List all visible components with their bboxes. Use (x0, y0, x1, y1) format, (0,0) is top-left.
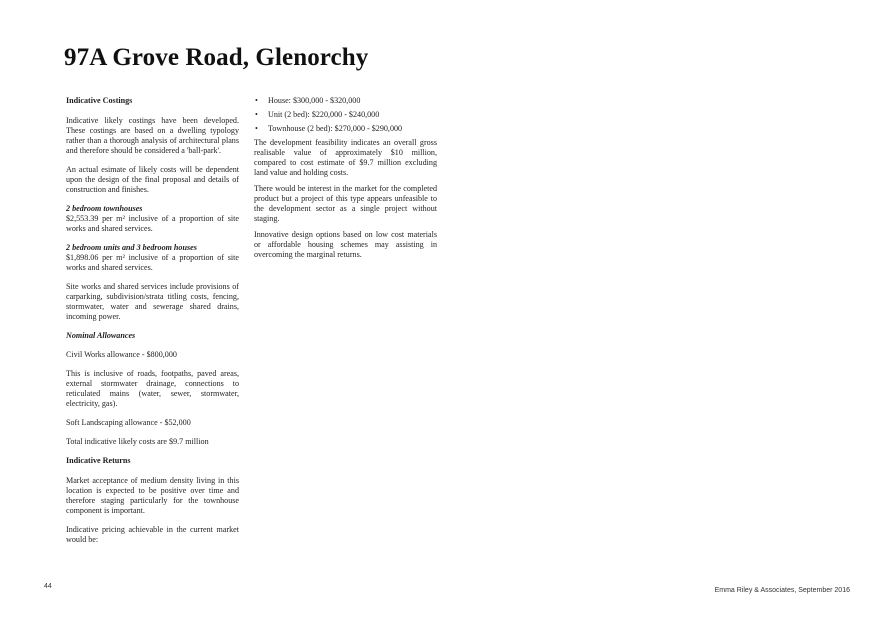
list-item: • Unit (2 bed): $220,000 - $240,000 (254, 110, 437, 120)
page-title: 97A Grove Road, Glenorchy (64, 44, 369, 71)
paragraph-inclusive: This is inclusive of roads, footpaths, paved areas, external stormwater drainage, connections to reticulated mains (water, sewer, stormwater, electricity, gas). (66, 369, 239, 408)
list-item: • House: $300,000 - $320,000 (254, 96, 437, 106)
units-costing (66, 243, 239, 273)
left-column (66, 96, 239, 554)
paragraph-pricing: Indicative pricing achievable in the current market would be: (66, 525, 239, 544)
units-text: $1,898.06 per m² inclusive of a proportion of site works and shared services. (66, 253, 239, 272)
units-label: 2 bedroom units and 3 bedroom houses (66, 243, 197, 252)
paragraph-total: Total indicative likely costs are $9.7 million (66, 437, 209, 446)
right-column (254, 96, 437, 266)
paragraph-feasibility: The development feasibility indicates an overall gross realisable value of approximately $10 million, compared to cost estimate of $9.7 million excluding land value and holding costs. (254, 138, 437, 177)
heading-indicative-returns: Indicative Returns (66, 456, 131, 465)
page-number: 44 (44, 583, 52, 590)
paragraph-estimate: An actual esimate of likely costs will be dependent upon the design of the final proposal and details of construction and finishes. (66, 165, 239, 194)
paragraph-site-works: Site works and shared services include provisions of carparking, subdivision/strata titling costs, fencing, stormwater, water and sewerage shared drains, incoming power. (66, 282, 239, 321)
paragraph-civil-works: Civil Works allowance - $800,000 (66, 350, 177, 359)
paragraph-market: Market acceptance of medium density living in this location is expected to be positive over time and therefore staging particularly for the townhouse component is important. (66, 476, 239, 515)
heading-nominal-allowances: Nominal Allowances (66, 331, 136, 340)
paragraph-interest: There would be interest in the market for the completed product but a project of this type appears unfeasible to the development sector as a single project without staging. (254, 184, 437, 223)
pricing-list (254, 96, 437, 134)
paragraph-intro: Indicative likely costings have been developed. These costings are based on a dwelling typology rather than a thorough analysis of architectural plans and therefore should be considered a 'ball-park'. (66, 116, 239, 155)
list-item: • Townhouse (2 bed): $270,000 - $290,000 (254, 124, 437, 134)
townhouse-label: 2 bedroom townhouses (66, 204, 143, 213)
heading-indicative-costings: Indicative Costings (66, 96, 133, 105)
paragraph-landscaping: Soft Landscaping allowance - $52,000 (66, 418, 191, 427)
townhouse-costing (66, 204, 239, 234)
paragraph-innovative: Innovative design options based on low cost materials or affordable housing schemes may assisting in overcoming the marginal returns. (254, 230, 437, 259)
footer-credit: Emma Riley & Associates, September 2016 (714, 587, 850, 594)
townhouse-text: $2,553.39 per m² inclusive of a proportion of site works and shared services. (66, 214, 239, 233)
